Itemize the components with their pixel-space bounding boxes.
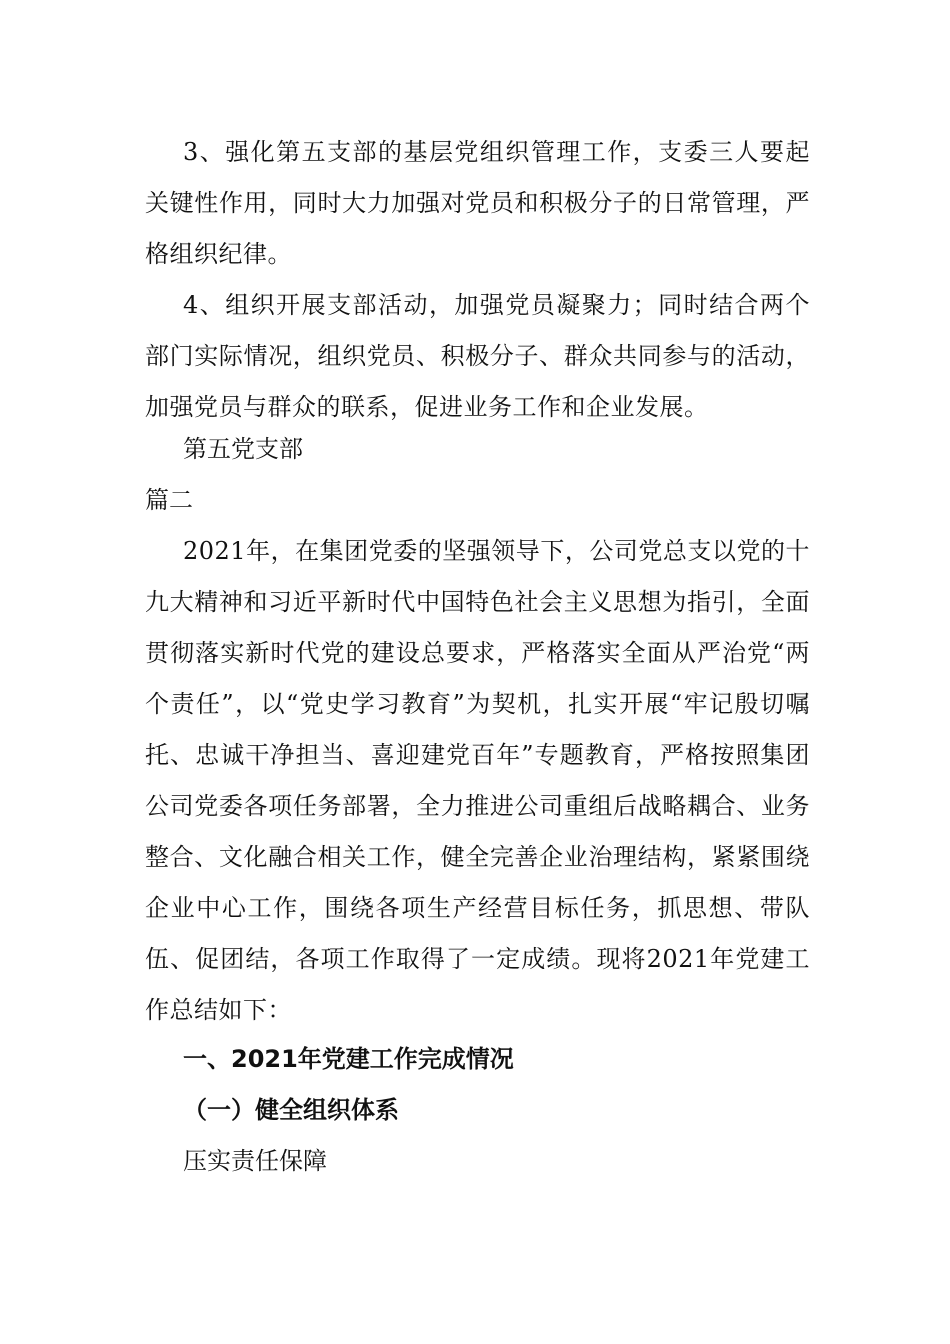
paragraph-item-4: 4、组织开展支部活动，加强党员凝聚力；同时结合两个部门实际情况，组织党员、积极分子、群众共同参与的活动，加强党员与群众的联系，促进业务工作和企业发展。 bbox=[145, 291, 810, 421]
intro-paragraph: 2021年，在集团党委的坚强领导下，公司党总支以党的十九大精神和习近平新时代中国特色社会主义思想为指引，全面贯彻落实新时代党的建设总要求，严格落实全面从严治党“两个责任”，以“党史学习教育”为契机，扎实开展“牢记殷切嘱托、忠诚干净担当、喜迎建党百年”专题教育，严格按照集团公司党委各项任务部署，全力推进公司重组后战略耦合、业务整合、文化融合相关工作，健全完善企业治理结构，紧紧围绕企业中心工作，围绕各项生产经营目标任务，抓思想、带队伍、促团结，各项工作取得了一定成绩。现将2021年党建工作总结如下： bbox=[145, 537, 810, 1024]
sub-subsection-heading: 压实责任保障 bbox=[183, 1147, 327, 1175]
section-label: 篇二 bbox=[145, 486, 193, 514]
paragraph-item-3: 3、强化第五支部的基层党组织管理工作，支委三人要起关键性作用，同时大力加强对党员和积极分子的日常管理，严格组织纪律。 bbox=[145, 138, 810, 268]
subsection-heading: （一）健全组织体系 bbox=[183, 1096, 399, 1124]
section-heading: 一、2021年党建工作完成情况 bbox=[183, 1045, 514, 1073]
branch-signature: 第五党支部 bbox=[183, 435, 303, 463]
